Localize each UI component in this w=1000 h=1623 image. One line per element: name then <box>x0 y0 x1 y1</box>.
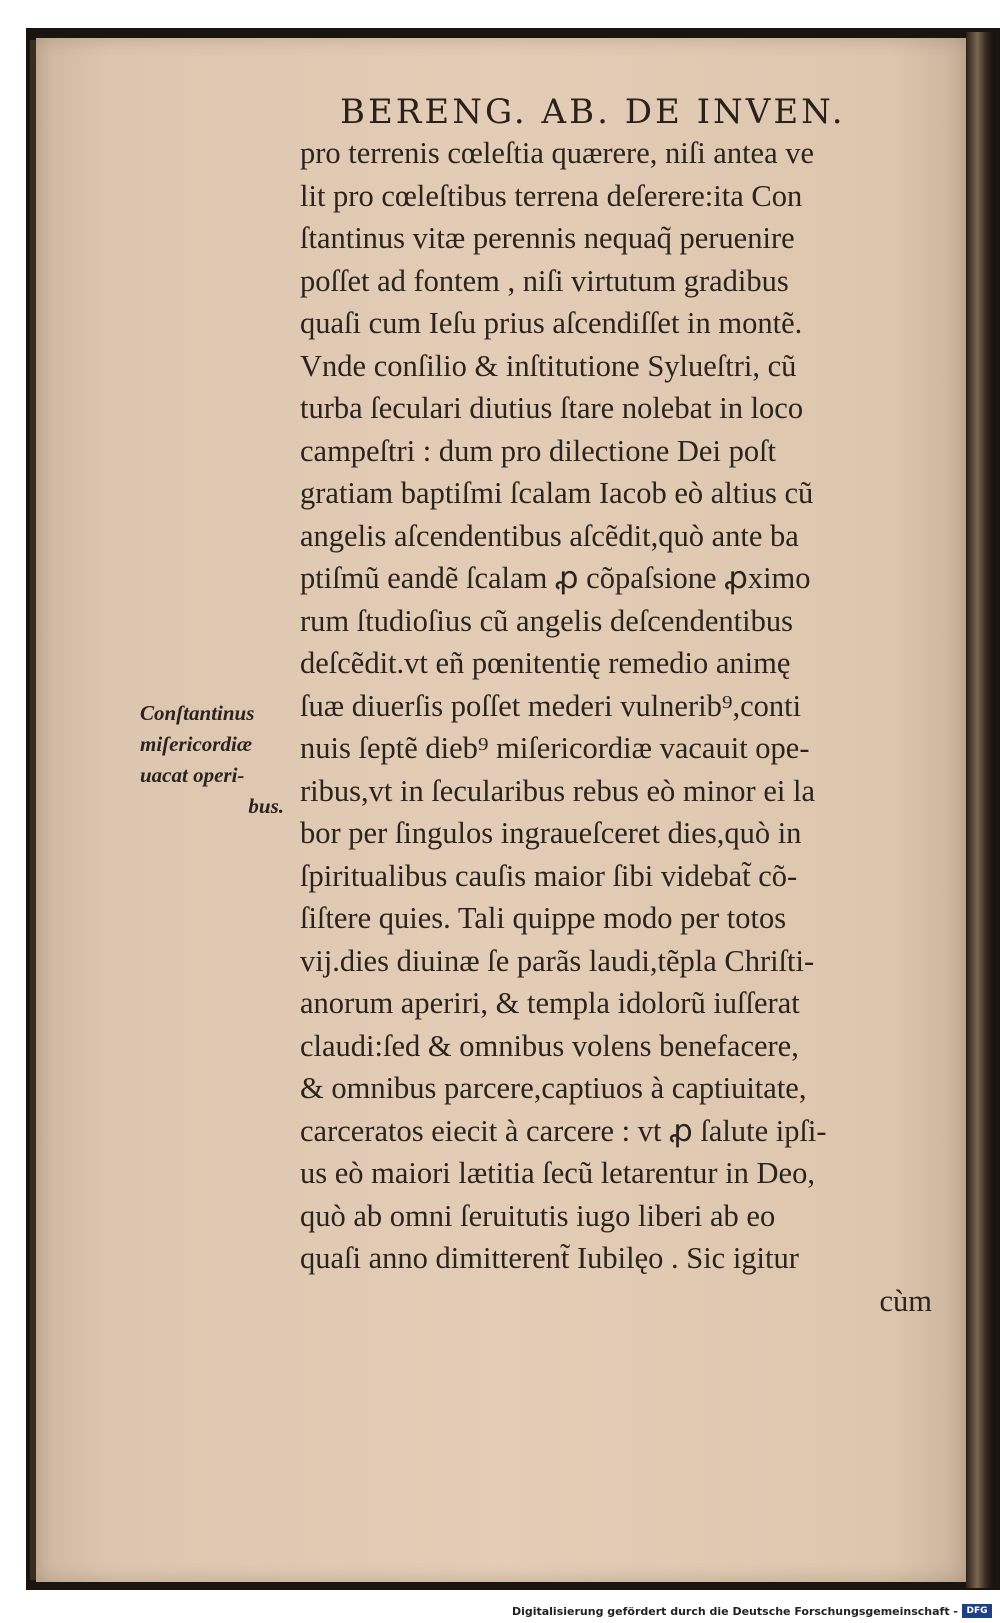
text-line: angelis aſcendentibus aſcẽdit,quò ante ba <box>300 518 799 553</box>
running-head: BERENG. AB. DE INVEN. <box>340 92 846 132</box>
text-line: poſſet ad fontem , niſi virtutum gradibus <box>300 263 789 298</box>
marginal-note-line: bus. <box>248 794 284 818</box>
text-line: rum ſtudioſius cũ angelis deſcendentibus <box>300 603 793 638</box>
text-line: deſcẽdit.vt eñ pœnitentię remedio animę <box>300 646 791 680</box>
main-text-block <box>300 132 940 1322</box>
text-line: ſpiritualibus cauſis maior ſibi videbat̃ cõ- <box>300 858 798 893</box>
marginal-note-line: uacat operi- <box>140 763 245 787</box>
funding-footer <box>0 1600 1000 1623</box>
marginal-note-line: miſericordiæ <box>140 732 252 756</box>
dfg-logo: DFG <box>962 1604 992 1618</box>
marginal-note <box>140 698 290 822</box>
page-right-edge <box>966 32 994 1588</box>
text-line: pro terrenis cœleſtia quærere, niſi antea ve <box>300 136 815 170</box>
text-line: gratiam baptiſmi ſcalam Iacob eò altius cũ <box>300 476 814 510</box>
text-line: ſuæ diuerſis poſſet mederi vulnerib⁹,conti <box>300 688 802 723</box>
text-line: carceratos eiecit à carcere : vt ꝓ ſalute ipſi- <box>300 1113 827 1148</box>
text-line: bor per ſingulos ingraueſceret dies,quò in <box>300 816 802 850</box>
text-line: campeſtri : dum pro dilectione Dei poſt <box>300 433 777 468</box>
text-line: lit pro cœleſtibus terrena deſerere:ita Con <box>300 178 803 213</box>
funding-credit: Digitalisierung gefördert durch die Deutsche Forschungsgemeinschaft - <box>511 1605 958 1618</box>
text-line: quaſi cum Ieſu prius aſcendiſſet in montẽ. <box>300 306 803 340</box>
text-line: quaſi anno dimitterent̃ Iubilęo . Sic igitur <box>300 1241 799 1275</box>
text-line: & omnibus parcere,captiuos à captiuitate, <box>300 1071 807 1105</box>
text-line: ſiſtere quies. Tali quippe modo per totos <box>300 901 787 935</box>
text-line: claudi:ſed & omnibus volens benefacere, <box>300 1028 799 1063</box>
marginal-note-line: Conſtantinus <box>140 701 255 725</box>
catchword: cùm <box>879 1283 932 1318</box>
text-line: ribus,vt in ſecularibus rebus eò minor ei la <box>300 773 815 808</box>
text-line: anorum aperiri, & templa idolorũ iuſſerat <box>300 986 800 1020</box>
text-line: vij.dies diuinæ ſe parãs laudi,tẽpla Chriſti- <box>300 943 815 978</box>
text-line: ſtantinus vitæ perennis nequaq̃ peruenire <box>300 221 795 255</box>
text-line: nuis ſeptẽ dieb⁹ miſericordiæ vacauit ope- <box>300 731 810 765</box>
text-line: us eò maiori lætitia ſecũ letarentur in Deo, <box>300 1156 815 1190</box>
text-line: quò ab omni ſeruitutis iugo liberi ab eo <box>300 1198 776 1233</box>
text-line: Vnde conſilio & inſtitutione Sylueſtri, cũ <box>300 348 797 383</box>
text-line: ptiſmũ eandẽ ſcalam ꝓ cõpaſsione ꝓximo <box>300 561 811 595</box>
text-line: turba ſeculari diutius ſtare nolebat in loco <box>300 391 804 425</box>
